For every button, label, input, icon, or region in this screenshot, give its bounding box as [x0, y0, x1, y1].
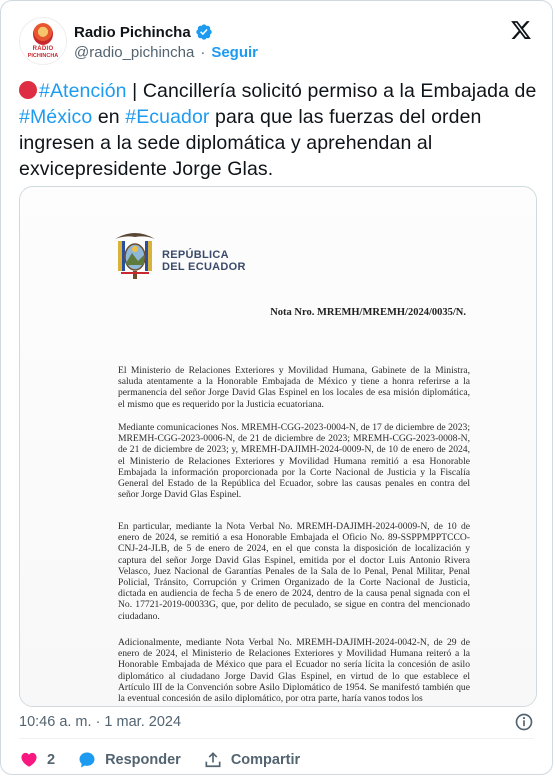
- hashtag-mexico[interactable]: #México: [19, 106, 93, 128]
- heart-icon: [19, 750, 39, 770]
- note-number: Nota Nro. MREMH/MREMH/2024/0035/N.: [270, 307, 466, 318]
- display-name[interactable]: Radio Pichincha: [74, 23, 191, 41]
- action-bar: [19, 749, 322, 771]
- tweet-text-part-2: en: [92, 106, 126, 128]
- tweet-header: [19, 17, 534, 65]
- avatar[interactable]: [19, 17, 67, 65]
- red-circle-emoji-icon: [19, 81, 37, 99]
- reply-label: Responder: [105, 752, 181, 768]
- like-button[interactable]: [19, 750, 55, 770]
- document-page: [20, 187, 536, 706]
- document-paragraph: El Ministerio de Relaciones Exteriores y Movilidad Humana, Gabinete de la Ministra, saluda atentamente a la Honorable Embajada de México y tiene a honra referirse a la permanencia del señor Jorge David Glas Espinel en los locales de esa misión diplomática, el mismo que es requerido por la Justicia ecuatoriana.: [118, 365, 470, 410]
- document-paragraph: En particular, mediante la Nota Verbal No. MREMH-DAJIMH-2024-0009-N, de 10 de enero de 2024, se remitió a esa Honorable Embajada el Oficio No. 89-SSPPMPPTCCO-CNJ-24-JLB, de 5 de enero de 2024, en el que consta la disposición de localización y captura del señor Jorge David Glas Espinel, emitida por el doctor Luis Antonio Rivera Velasco, Juez Nacional de Garantías Penales de la Sala de lo Penal, Penal Militar, Penal Policial, Tránsito, Corrupción y Crimen Organizado de la Corte Nacional de Justicia, dictada en audiencia de fecha 5 de enero de 2024, dentro de la causa penal signada con el No. 17721-2019-00033G, que, por delito de peculado, se sigue en contra del mencionado ciudadano.: [118, 521, 470, 622]
- ecuador-coat-of-arms-icon: [112, 229, 158, 281]
- like-count: 2: [47, 752, 56, 768]
- speech-bubble-icon: [77, 750, 97, 770]
- separator-dot: ·: [200, 44, 206, 61]
- radio-logo-icon: [33, 23, 53, 45]
- x-logo-icon[interactable]: [510, 19, 532, 41]
- attached-document-image[interactable]: [19, 186, 537, 707]
- republic-line-2: DEL ECUADOR: [162, 261, 246, 273]
- reply-button[interactable]: [77, 750, 181, 770]
- share-label: Compartir: [230, 752, 301, 768]
- hashtag-atencion[interactable]: #Atención: [39, 80, 127, 102]
- document-paragraph: Mediante comunicaciones Nos. MREMH-CGG-2023-0004-N, de 17 de diciembre de 2023; MREMH-CGG-2023-0006-N, de 21 de diciembre de 2023; MREMH-CGG-2023-0008-N, de 21 de diciembre de 2023; y, MREMH-DAJIMH-2024-0009-N, de 10 de enero de 2024, el Ministerio de Relaciones Exteriores y Movilidad Humana remitió a esa Honorable Embajada la información proporcionada por la Corte Nacional de Justicia y la Fiscalía General del Estado de la República del Ecuador, sobre las causas penales en contra del señor Jorge David Glas Espinel.: [118, 422, 470, 501]
- follow-button[interactable]: Seguir: [211, 44, 258, 61]
- verified-badge-icon: [195, 23, 213, 41]
- republic-line-1: REPÚBLICA: [162, 249, 229, 261]
- account-names: [74, 22, 258, 61]
- tweet-timestamp[interactable]: 10:46 a. m. · 1 mar. 2024: [19, 714, 182, 730]
- share-button[interactable]: [203, 750, 300, 770]
- tweet-text-part-3: para que las fuerzas del orden ingresen a la sede diplomática y aprehendan al exvicepresidente Jorge Glas.: [19, 106, 482, 180]
- avatar-text-pichincha: PICHINCHA: [27, 53, 59, 59]
- share-upload-icon: [203, 750, 223, 770]
- document-paragraph: Adicionalmente, mediante Nota Verbal No. MREMH-DAJIMH-2024-0042-N, de 29 de enero de 2024, el Ministerio de Relaciones Exteriores y Movilidad Humana reiteró a la Honorable Embajada de México que para el Ecuador no sería lícita la concesión de asilo diplomático al ciudadano Jorge David Glas Espinel, en virtud de lo que establece el Artículo III de la Convención sobre Asilo Diplomático de 1954. Se manifestó también que la eventual concesión de asilo diplomático, por otra parte, haría vanos todos los: [118, 637, 470, 705]
- avatar-text-radio: RADIO: [32, 46, 54, 52]
- republic-header: [162, 249, 246, 273]
- tweet-text: [19, 78, 537, 182]
- account-handle[interactable]: @radio_pichincha: [74, 44, 195, 61]
- hashtag-ecuador[interactable]: #Ecuador: [125, 106, 210, 128]
- info-icon[interactable]: [514, 712, 534, 732]
- tweet-text-part-1: | Cancillería solicitó permiso a la Embajada de: [126, 80, 537, 102]
- divider: [19, 738, 534, 739]
